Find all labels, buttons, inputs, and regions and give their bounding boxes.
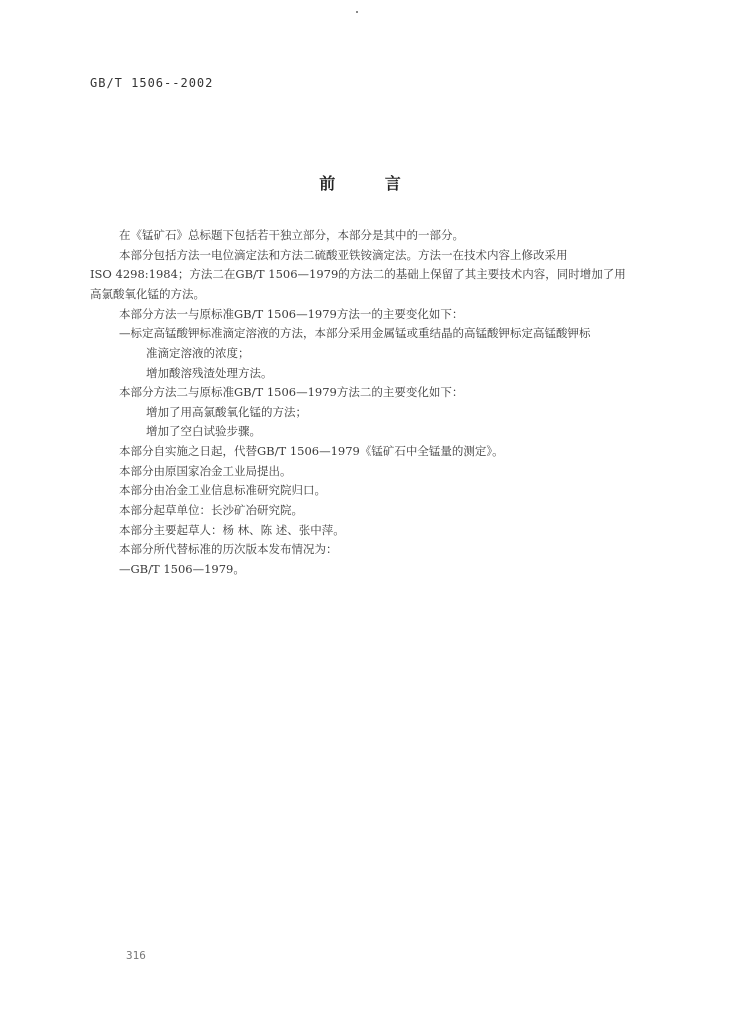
text-line: 本部分所代替标准的历次版本发布情况为： <box>119 542 338 556</box>
list-item: —标定高锰酸钾标准滴定溶液的方法，本部分采用金属锰或重结晶的高锰酸钾标定高锰酸钾标 <box>119 326 591 340</box>
text-line: 本部分由原国家冶金工业局提出。 <box>119 464 292 478</box>
standard-code: GB/T 1506--2002 <box>90 76 214 90</box>
text-line: 本部分自实施之日起，代替GB/T 1506—1979《锰矿石中全锰量的测定》。 <box>119 444 504 458</box>
list-item: 增加了用高氯酸氧化锰的方法； <box>146 405 307 419</box>
text-line: 本部分起草单位：长沙矿冶研究院。 <box>119 503 303 517</box>
scan-mark <box>356 11 358 13</box>
list-item-continued: 准滴定溶液的浓度； <box>146 346 250 360</box>
page-number: 316 <box>126 949 146 962</box>
list-item: —GB/T 1506—1979。 <box>119 562 245 576</box>
text-line: 在《锰矿石》总标题下包括若干独立部分，本部分是其中的一部分。 <box>119 228 464 242</box>
text-line: 本部分主要起草人：杨 林、陈 述、张中萍。 <box>119 523 345 537</box>
list-item: 增加酸溶残渣处理方法。 <box>146 366 273 380</box>
page-title: 前 言 <box>319 174 423 193</box>
text-line: 本部分方法二与原标准GB/T 1506—1979方法二的主要变化如下： <box>119 385 464 399</box>
list-item: 增加了空白试验步骤。 <box>146 424 261 438</box>
text-line: 本部分包括方法一电位滴定法和方法二硫酸亚铁铵滴定法。方法一在技术内容上修改采用 <box>119 248 568 262</box>
text-line: ISO 4298:1984；方法二在GB/T 1506—1979的方法二的基础上保留了其主要技术内容，同时增加了用 <box>90 267 626 281</box>
text-line: 本部分由冶金工业信息标准研究院归口。 <box>119 483 326 497</box>
text-line: 高氯酸氧化锰的方法。 <box>90 287 205 301</box>
text-line: 本部分方法一与原标准GB/T 1506—1979方法一的主要变化如下： <box>119 307 464 321</box>
